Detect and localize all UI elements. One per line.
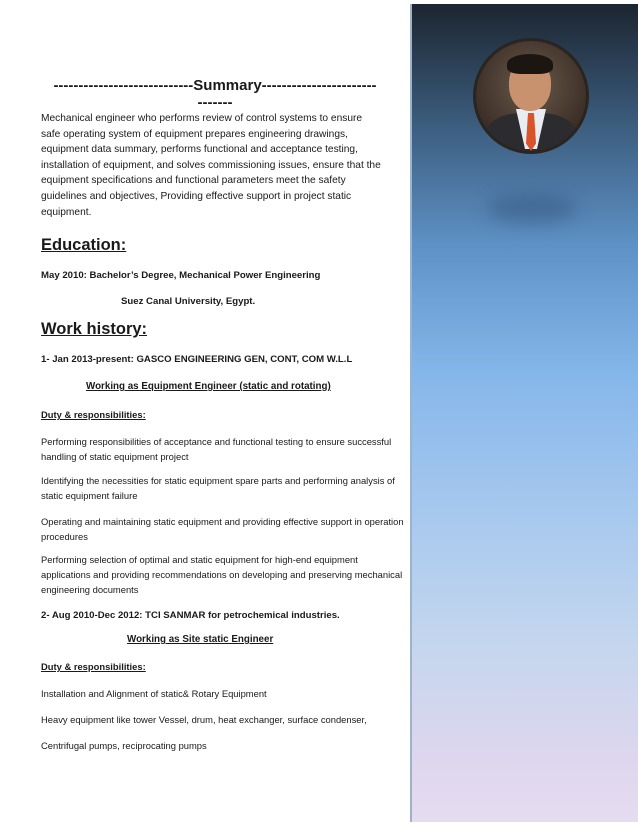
education-degree: May 2010: Bachelor’s Degree, Mechanical Power Engineering xyxy=(41,270,321,281)
summary-text: Mechanical engineer who performs review of control systems to ensure safe operating system of equipment prepares engineering drawings, equipment data summary, performs functional and acceptance testing, installation of equipment, and solves commissioning issues, ensure that the equipment specifications and functional parameters meet the safety guidelines and objectives, Providing effective support in project static equipment. xyxy=(41,113,381,218)
photo-shadow xyxy=(487,194,577,224)
education-heading: Education: xyxy=(41,236,127,254)
job2-duty-item: Centrifugal pumps, reciprocating pumps xyxy=(41,740,207,751)
job2-duty-item: Installation and Alignment of static& Rotary Equipment xyxy=(41,688,267,699)
education-university: Suez Canal University, Egypt. xyxy=(121,296,256,307)
job1-duty-item: Performing responsibilities of acceptance and functional testing to ensure successful handling of static equipment project xyxy=(41,436,392,463)
summary-title: ----------------------------Summary------------------------------ xyxy=(53,77,377,111)
profile-photo xyxy=(473,38,589,154)
decorative-sidebar xyxy=(410,4,638,822)
job1-duty-item: Performing selection of optimal and static equipment for high-end equipment applications and providing recommendations on developing and preserving mechanical engineering documents xyxy=(41,554,403,596)
job2-duty-item: Heavy equipment like tower Vessel, drum, heat exchanger, surface condenser, xyxy=(41,714,367,725)
job1-duty-item: Operating and maintaining static equipment and providing effective support in operation procedures xyxy=(41,516,404,543)
job1-duty-item: Identifying the necessities for static equipment spare parts and performing analysis of static equipment failure xyxy=(41,475,395,502)
job2-title: 2- Aug 2010-Dec 2012: TCI SANMAR for petrochemical industries. xyxy=(41,610,340,621)
job2-duty-heading: Duty & responsibilities: xyxy=(41,661,146,672)
job1-role: Working as Equipment Engineer (static and rotating) xyxy=(86,381,331,392)
job1-title: 1- Jan 2013-present: GASCO ENGINEERING GEN, CONT, COM W.L.L xyxy=(41,354,353,365)
job2-role: Working as Site static Engineer xyxy=(127,634,274,645)
work-history-heading: Work history: xyxy=(41,320,148,338)
job1-duty-heading: Duty & responsibilities: xyxy=(41,409,146,420)
